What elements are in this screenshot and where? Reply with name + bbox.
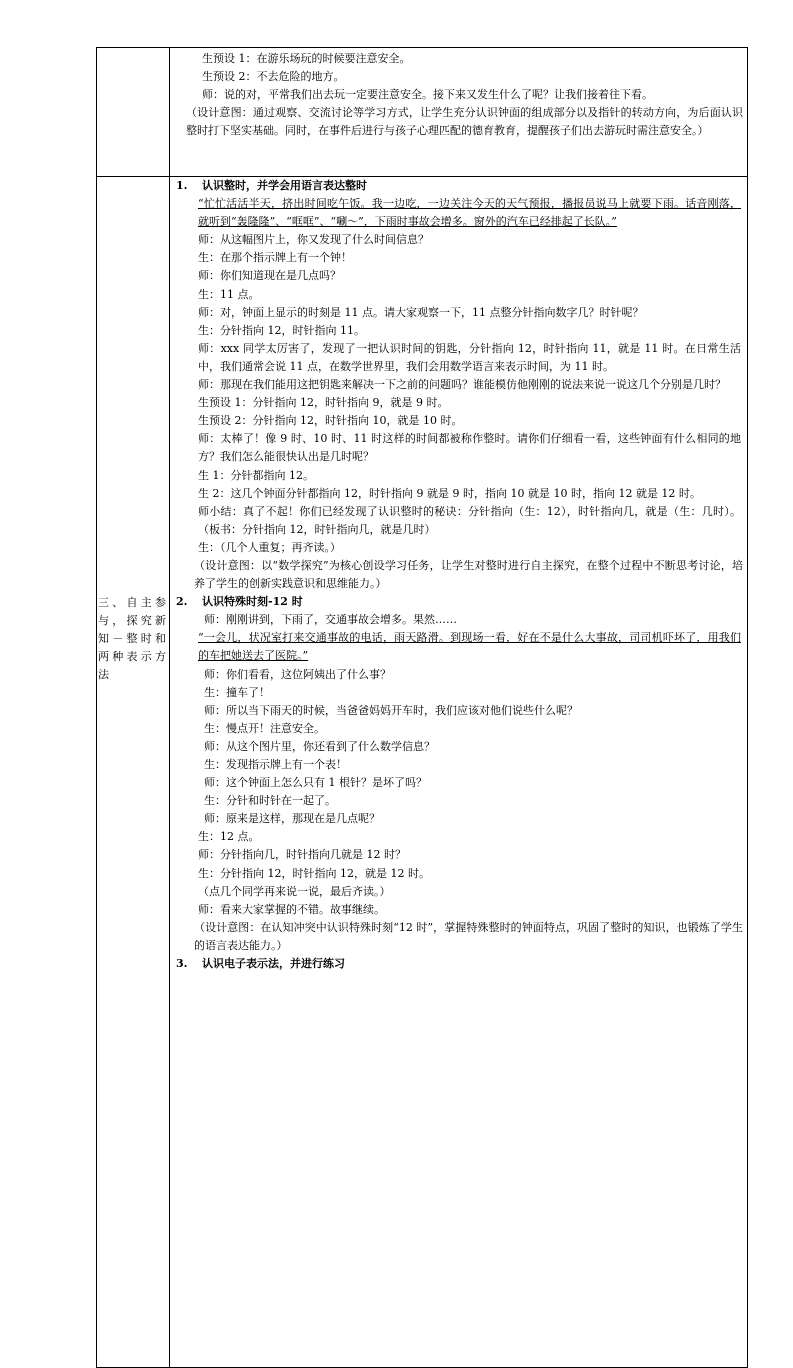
teacher-line: 师：说的对，平常我们出去玩一定要注意安全。接下来又发生什么了呢？让我们接着往下看。: [202, 88, 653, 102]
part2-title: 认识特殊时刻-12 时: [202, 595, 303, 609]
story-paragraph: “一会儿，状况室打来交通事故的电话，雨天路滑。到现场一看，好在不是什么大事故，司司机吓坏了，用我们的车把她送去了医院。”: [198, 631, 741, 663]
dialogue-line: 生：分针和时针在一起了。: [204, 794, 336, 808]
part1-number: 1.: [176, 179, 188, 192]
row1-content-cell: [170, 48, 748, 177]
dialogue-line: 师：xxx 同学太厉害了，发现了一把认识时间的钥匙，分针指向 12，时针指向 11，就是 11 时。在日常生活中，我们通常会说 11 点，在数学世界里，我们会用数学语言来表示时间，为 11 时。: [198, 341, 741, 373]
dialogue-line: 生 2：这几个钟面分针都指向 12，时针指向 9 就是 9 时，指向 10 就是 10 时，指向 12 就是 12 时。: [198, 486, 701, 500]
row2-label-cell: [97, 177, 170, 1368]
table-row: [97, 48, 748, 177]
dialogue-line: 生：发现指示牌上有一个表！: [204, 758, 347, 771]
dialogue-line: 师：从这个图片里，你还看到了什么数学信息？: [204, 739, 435, 753]
dialogue-line: 生：（几个人重复；再齐读。）: [198, 540, 341, 554]
dialogue-line: 师：刚刚讲到，下雨了，交通事故会增多。果然……: [204, 613, 457, 627]
part3-title: 认识电子表示法，并进行练习: [202, 957, 345, 971]
dialogue-line: 生：在那个指示牌上有一个钟！: [198, 251, 352, 265]
part1-heading: [170, 177, 747, 195]
part1-title: 认识整时，并学会用语言表达整时: [202, 179, 367, 192]
part3-number: 3.: [176, 957, 188, 971]
dialogue-line: 生：12 点。: [198, 830, 260, 844]
dialogue-line: 师：你们知道现在是几点吗？: [198, 269, 341, 283]
answer-line: 生预设 1：在游乐场玩的时候要注意安全。: [202, 52, 411, 65]
part3-heading: [170, 955, 747, 973]
dialogue-line: 师：太棒了！像 9 时、10 时、11 时这样的时间都被称作整时。请你们仔细看一看，这些钟面有什么相同的地方？我们怎么能很快认出是几时呢？: [198, 432, 741, 464]
dialogue-line: 师：分针指向几，时针指向几就是 12 时？: [198, 848, 406, 862]
section-label: 三、自主参与，探究新知－整时和两种表示方法: [98, 596, 168, 681]
dialogue-line: 师：看来大家掌握的不错。故事继续。: [198, 902, 385, 916]
dialogue-line: 生：11 点。: [198, 287, 260, 301]
dialogue-line: 师：原来是这样，那现在是几点呢？: [204, 812, 380, 826]
dialogue-line: 师：那现在我们能用这把钥匙来解决一下之前的问题吗？谁能模仿他刚刚的说法来说一说这几个分别是几时？: [198, 378, 726, 392]
dialogue-line: 生预设 2：分针指向 12，时针指向 10，就是 10 时。: [198, 414, 463, 428]
dialogue-line: 生：慢点开！注意安全。: [204, 721, 325, 735]
dialogue-line: 师小结：真了不起！你们已经发现了认识整时的秘诀：分针指向（生：12），时针指向几，就是（生：几时）。（板书：分针指向 12，时针指向几，就是几时）: [198, 504, 741, 536]
story-paragraph: “忙忙活活半天，挤出时间吃午饭。我一边吃，一边关注今天的天气预报，播报员说马上就要下雨。话音刚落，就听到“轰隆隆”、“哐哐”、“唰～”，下雨时事故会增多。窗外的汽车已经排起了长队。”: [198, 197, 741, 229]
dialogue-line: （点几个同学再来说一说，最后齐读。）: [198, 884, 391, 898]
dialogue-line: 生预设 1：分针指向 12，时针指向 9，就是 9 时。: [198, 396, 449, 410]
dialogue-line: 生：撞车了！: [204, 685, 270, 699]
design-intent-note: （设计意图：通过观察、交流讨论等学习方式，让学生充分认识钟面的组成部分以及指针的转动方向，为后面认识整时打下坚实基础。同时，在事件后进行与孩子心理匹配的德育教育，提醒孩子们出去游玩时需注意安全。）: [186, 106, 743, 138]
dialogue-line: 生：分针指向 12，时针指向 11。: [198, 323, 365, 337]
dialogue-line: 师：你们看看，这位阿姨出了什么事？: [204, 667, 391, 681]
row1-label-cell: [97, 48, 170, 177]
part2-number: 2.: [176, 595, 188, 609]
dialogue-line: 师：从这幅图片上，你又发现了什么时间信息？: [198, 233, 429, 247]
dialogue-line: 师：这个钟面上怎么只有 1 根针？是坏了吗？: [204, 776, 427, 790]
dialogue-line: 师：对，钟面上显示的时刻是 11 点。请大家观察一下，11 点整分针指向数字几？时针呢？: [198, 305, 644, 319]
design-intent-note: （设计意图：在认知冲突中认识特殊时刻“12 时”，掌握特殊整时的钟面特点，巩固了整时的知识，也锻炼了学生的语言表达能力。）: [194, 920, 743, 952]
table-row: [97, 177, 748, 1368]
dialogue-line: 师：所以当下雨天的时候，当爸爸妈妈开车时，我们应该对他们说些什么呢？: [204, 703, 578, 717]
row2-content-cell: [170, 177, 748, 1368]
lesson-plan-table: [96, 47, 748, 1368]
design-intent-note: （设计意图：以“数学探究”为核心创设学习任务，让学生对整时进行自主探究，在整个过程中不断思考讨论，培养了学生的创新实践意识和思维能力。）: [194, 558, 743, 591]
part2-heading: [170, 593, 747, 611]
dialogue-line: 生：分针指向 12，时针指向 12，就是 12 时。: [198, 866, 430, 880]
dialogue-line: 生 1：分针都指向 12。: [198, 468, 314, 482]
answer-line: 生预设 2：不去危险的地方。: [202, 70, 345, 84]
